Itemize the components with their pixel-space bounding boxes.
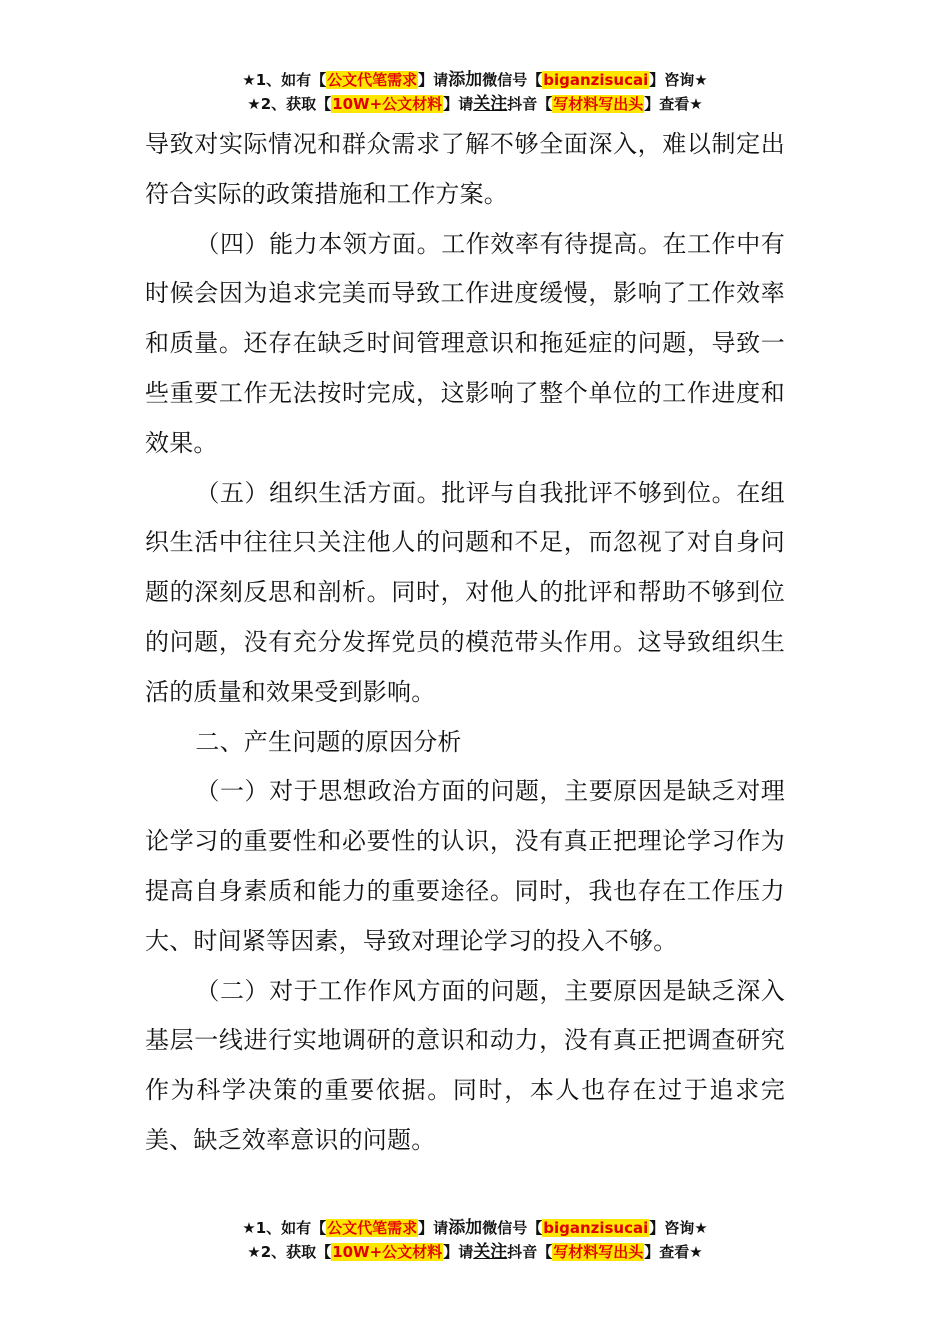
footer-promo-banner <box>0 1216 950 1264</box>
section-heading: 二、产生问题的原因分析 <box>195 727 462 756</box>
paragraph: （五）组织生活方面。批评与自我批评不够到位。在组织生活中往往只关注他人的问题和不足，而忽视了对自身问题的深刻反思和剖析。同时，对他人的批评和帮助不够到位的问题，没有充分发挥党员的模范带头作用。这导致组织生活的质量和效果受到影响。 <box>145 478 785 706</box>
promo-highlight: 公文代笔需求 <box>327 1219 418 1237</box>
paragraph: （二）对于工作作风方面的问题，主要原因是缺乏深入基层一线进行实地调研的意识和动力，没有真正把调查研究作为科学决策的重要依据。同时，本人也存在过于追求完美、缺乏效率意识的问题。 <box>145 976 785 1154</box>
promo-highlight: 10W+公文材料 <box>332 1243 443 1261</box>
paragraph: （一）对于思想政治方面的问题，主要原因是缺乏对理论学习的重要性和必要性的认识，没有真正把理论学习作为提高自身素质和能力的重要途径。同时，我也存在工作压力大、时间紧等因素，导致对理论学习的投入不够。 <box>145 777 785 955</box>
wechat-id: biganzisucai <box>543 1219 649 1237</box>
douyin-id: 写材料写出头 <box>553 1243 644 1261</box>
paragraph: 导致对实际情况和群众需求了解不够全面深入，难以制定出符合实际的政策措施和工作方案。 <box>145 130 785 208</box>
promo-highlight: 10W+公文材料 <box>332 95 443 113</box>
promo-line-2: ★2、获取【10W+公文材料】请关注抖音【写材料写出头】查看★ <box>247 94 703 114</box>
wechat-id: biganzisucai <box>543 71 649 89</box>
promo-line-1: ★1、如有【公文代笔需求】请添加微信号【biganzisucai】咨询★ <box>242 70 708 90</box>
paragraph: （四）能力本领方面。工作效率有待提高。在工作中有时候会因为追求完美而导致工作进度缓慢，影响了工作效率和质量。还存在缺乏时间管理意识和拖延症的问题，导致一些重要工作无法按时完成，这影响了整个单位的工作进度和效果。 <box>145 229 785 457</box>
promo-line-1: ★1、如有【公文代笔需求】请添加微信号【biganzisucai】咨询★ <box>242 1218 708 1238</box>
document-body <box>145 120 785 1166</box>
promo-highlight: 公文代笔需求 <box>327 71 418 89</box>
header-promo-banner <box>0 68 950 116</box>
promo-line-2: ★2、获取【10W+公文材料】请关注抖音【写材料写出头】查看★ <box>247 1242 703 1262</box>
douyin-id: 写材料写出头 <box>553 95 644 113</box>
